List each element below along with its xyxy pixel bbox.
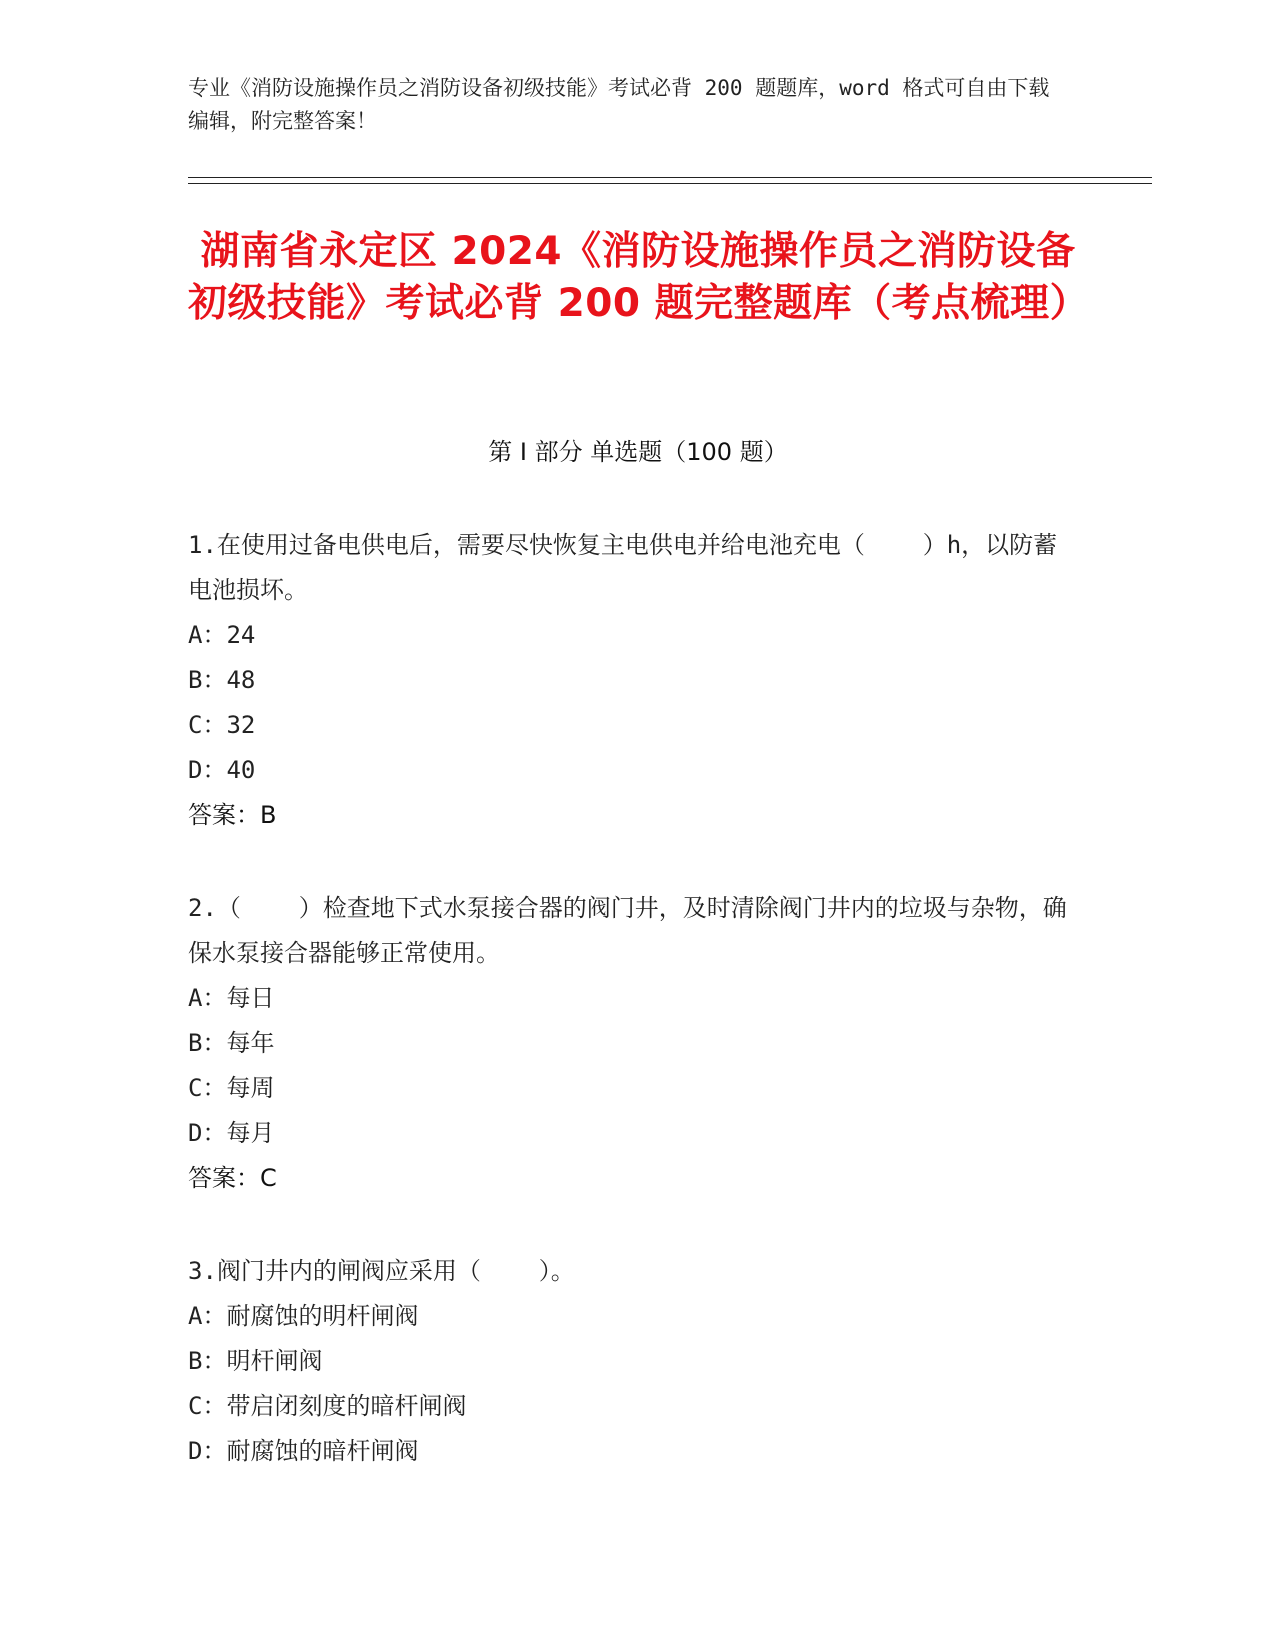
question-stem: 2.（ ）检查地下式水泵接合器的阀门井，及时清除阀门井内的垃圾与杂物，确保水泵接合器能够正常使用。 <box>188 894 1067 967</box>
option-c: C：带启闭刻度的暗杆闸阀 <box>188 1392 467 1420</box>
option-d: D：每月 <box>188 1119 275 1147</box>
option-a: A：每日 <box>188 984 275 1012</box>
option-b: B：48 <box>188 666 256 694</box>
option-c: C：32 <box>188 711 256 739</box>
document-title: 湖南省永定区 2024《消防设施操作员之消防设备初级技能》考试必背 200 题完整题库（考点梳理） <box>188 229 1090 326</box>
question-stem: 3.阀门井内的闸阀应采用（ ）。 <box>188 1257 575 1285</box>
option-b: B：每年 <box>188 1029 275 1057</box>
option-a: A：24 <box>188 621 256 649</box>
question-3 <box>188 1249 1068 1474</box>
option-a: A：耐腐蚀的明杆闸阀 <box>188 1302 419 1330</box>
question-1 <box>188 523 1068 838</box>
question-stem: 1.在使用过备电供电后，需要尽快恢复主电供电并给电池充电（ ）h，以防蓄电池损坏。 <box>188 531 1058 604</box>
option-d: D：40 <box>188 756 256 784</box>
header-note: 专业《消防设施操作员之消防设备初级技能》考试必背 200 题题库，word 格式可自由下载编辑，附完整答案！ <box>188 76 1050 133</box>
option-c: C：每周 <box>188 1074 275 1102</box>
header-rule-bottom <box>188 183 1152 184</box>
header-rule-top <box>188 177 1152 178</box>
question-2 <box>188 886 1068 1201</box>
answer: 答案：C <box>188 1164 277 1192</box>
option-d: D：耐腐蚀的暗杆闸阀 <box>188 1437 419 1465</box>
section-heading: 第 I 部分 单选题（100 题） <box>488 438 788 466</box>
answer: 答案：B <box>188 801 277 829</box>
option-b: B：明杆闸阀 <box>188 1347 323 1375</box>
